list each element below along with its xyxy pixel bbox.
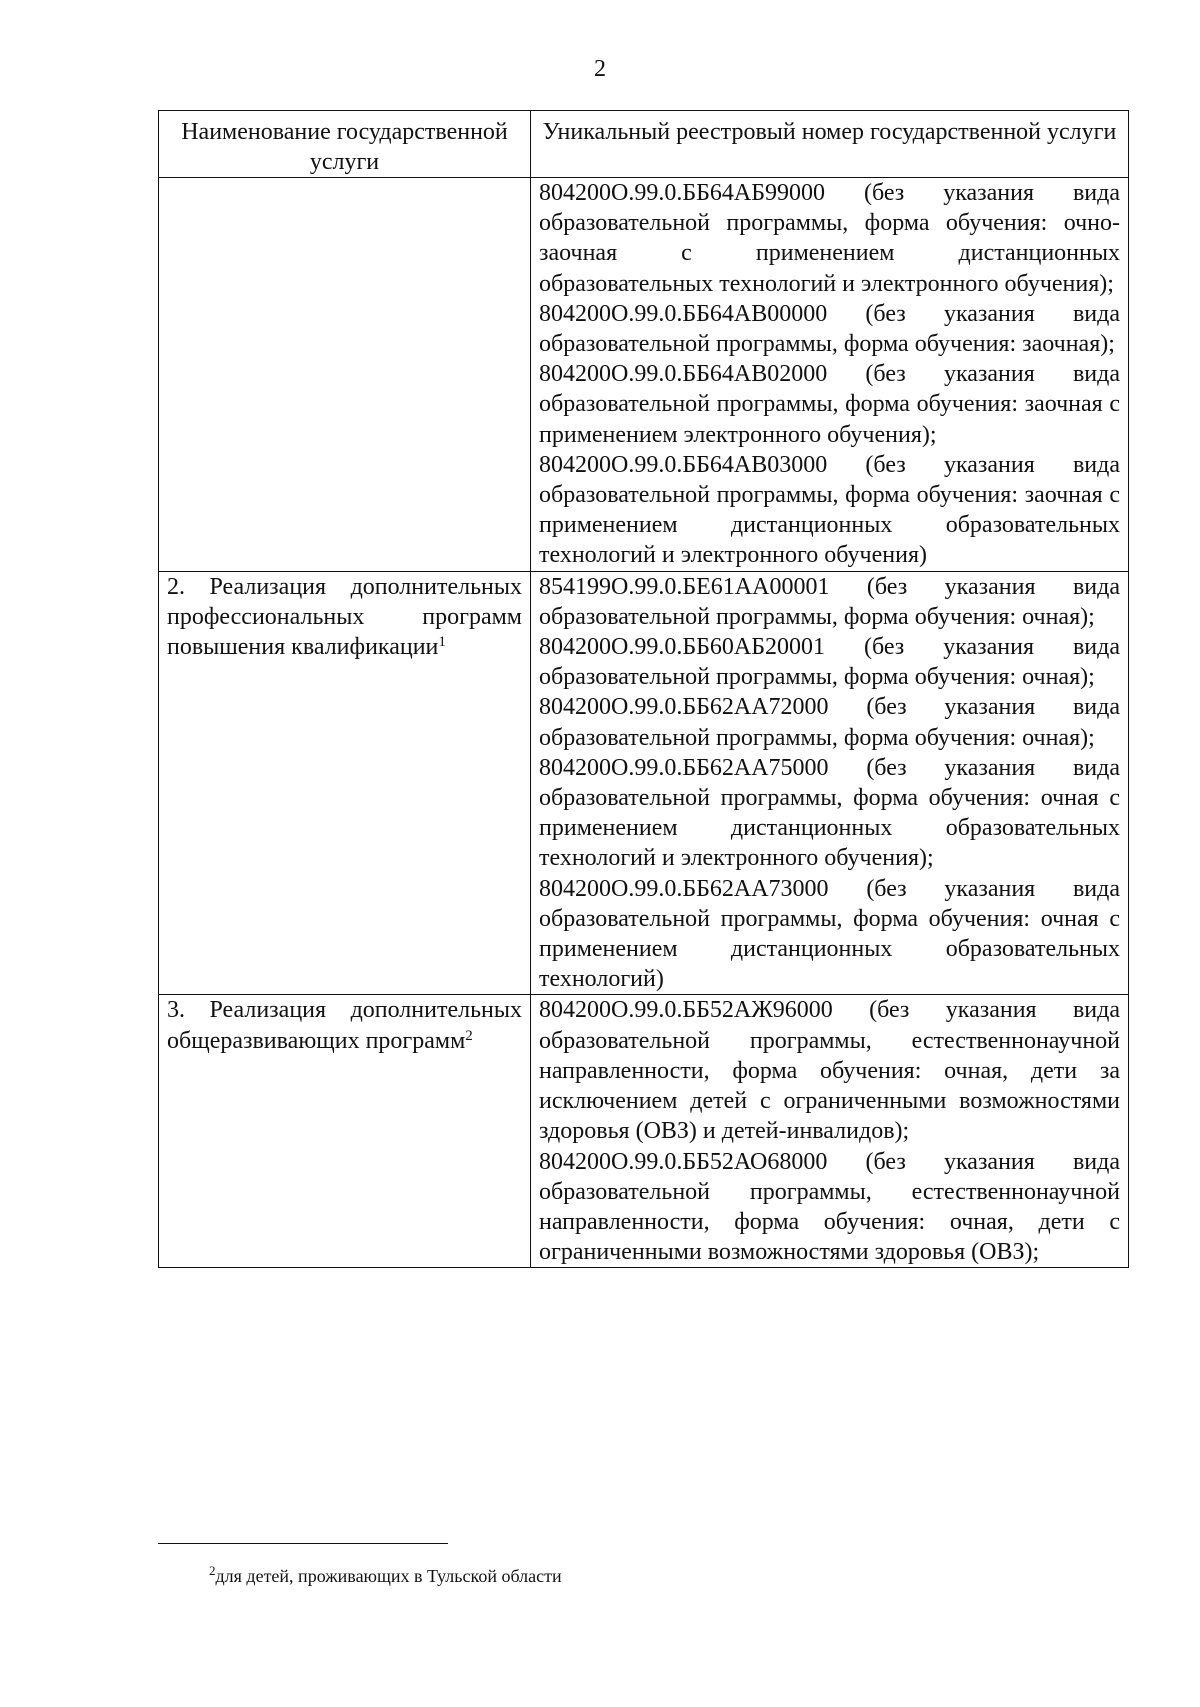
registry-number-entry: 804200О.99.0.ББ62АА72000 (без указания вида образовательной программы, форма обучения: очная);	[539, 694, 1120, 751]
service-name: 3. Реализация дополнительных общеразвивающих программ	[167, 997, 522, 1054]
footnote-reference: 1	[438, 634, 446, 651]
footnote-text: для детей, проживающих в Тульской области	[215, 1566, 562, 1586]
registry-number-entry: 854199О.99.0.БЕ61АА00001 (без указания вида образовательной программы, форма обучения: очная);	[539, 573, 1120, 630]
footnote-reference: 2	[465, 1027, 473, 1044]
registry-numbers-cell	[531, 995, 1129, 1268]
registry-number-entry: 804200О.99.0.ББ64АБ99000 (без указания вида образовательной программы, форма обучения: очно-заочная с применением дистанционных образовательных технологий и электронного обучения);	[539, 180, 1120, 297]
table-header-row	[159, 111, 1129, 178]
registry-number-entry: 804200О.99.0.ББ64АВ00000 (без указания вида образовательной программы, форма обучения: заочная);	[539, 300, 1120, 358]
service-name-cell	[159, 178, 531, 572]
page-number: 2	[594, 56, 606, 82]
registry-numbers-cell	[531, 571, 1129, 995]
header-service-name: Наименование государственной услуги	[159, 111, 531, 178]
service-name-cell	[159, 995, 531, 1268]
registry-numbers-cell	[531, 178, 1129, 572]
service-name: 2. Реализация дополнительных профессиональных программ повышения квалификации	[167, 573, 522, 661]
table-row	[159, 995, 1129, 1268]
services-table	[158, 110, 1129, 1268]
table-body	[159, 178, 1129, 1268]
footnote-mark: 2	[209, 1563, 216, 1578]
registry-number-entry: 804200О.99.0.ББ62АА73000 (без указания вида образовательной программы, форма обучения: очная с применением дистанционных образовательных технологий)	[539, 875, 1120, 993]
registry-number-entry: 804200О.99.0.ББ52АЖ96000 (без указания вида образовательной программы, естественнонаучной направленности, форма обучения: очная, дети за исключением детей с ограниченными возможностями здоровья (ОВЗ) и детей-инвалидов);	[539, 997, 1120, 1145]
registry-number-entry: 804200О.99.0.ББ60АБ20001 (без указания вида образовательной программы, форма обучения: очная);	[539, 634, 1120, 691]
registry-number-entry: 804200О.99.0.ББ64АВ03000 (без указания вида образовательной программы, форма обучения: заочная с применением дистанционных образовательных технологий и электронного обучения)	[539, 451, 1120, 569]
registry-number-entry: 804200О.99.0.ББ64АВ02000 (без указания вида образовательной программы, форма обучения: заочная с применением электронного обучения);	[539, 361, 1120, 448]
table-row	[159, 178, 1129, 572]
service-name-cell	[159, 571, 531, 995]
registry-number-entry: 804200О.99.0.ББ52АО68000 (без указания вида образовательной программы, естественнонаучной направленности, форма обучения: очная, дети с ограниченными возможностями здоровья (ОВЗ);	[539, 1148, 1120, 1266]
table-row	[159, 571, 1129, 995]
footnote-divider	[158, 1543, 448, 1544]
registry-number-entry: 804200О.99.0.ББ62АА75000 (без указания вида образовательной программы, форма обучения: очная с применением дистанционных образовательных технологий и электронного обучения);	[539, 754, 1120, 872]
header-registry-number: Уникальный реестровый номер государственной услуги	[531, 111, 1129, 178]
footnote	[209, 1563, 562, 1587]
